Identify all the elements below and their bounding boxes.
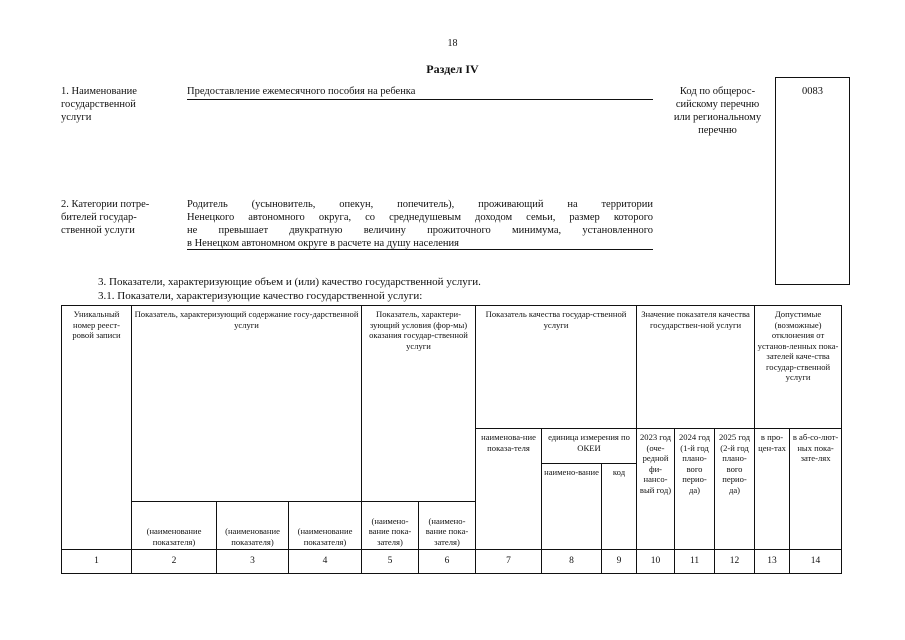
categories-label: 2. Категории потре- бителей государ- ственной услуги: [61, 199, 150, 236]
header-okei-name: наимено-вание: [542, 464, 602, 550]
header-okei-code: код: [602, 464, 637, 550]
section3-title: 3. Показатели, характеризующие объем и (или) качество государственной услуги.: [98, 276, 481, 288]
header-content-sub-2: (наименование показателя): [217, 502, 289, 550]
header-conditions-indicator: Показатель, характери-зующий условия (фор-мы) оказания государ-ственной услуги: [362, 306, 476, 502]
header-conditions-sub-2: (наимено-вание пока-зателя): [419, 502, 476, 550]
column-number: 3: [217, 550, 289, 574]
header-unique-number: Уникальный номер реест-ровой записи: [62, 306, 132, 550]
section31-title: 3.1. Показатели, характеризующие качество государственной услуги:: [98, 290, 423, 302]
column-number: 9: [602, 550, 637, 574]
code-value: 0083: [802, 86, 823, 97]
header-deviation: Допустимые (возможные) отклонения от установ-ленных пока-зателей каче-ства государ-ственной услуги: [755, 306, 842, 429]
header-indicator-value: Значение показателя качества государствен-ной услуги: [637, 306, 755, 429]
column-number: 12: [715, 550, 755, 574]
column-number: 14: [790, 550, 842, 574]
column-number: 11: [675, 550, 715, 574]
column-number: 4: [289, 550, 362, 574]
service-name-value: Предоставление ежемесячного пособия на ребенка: [187, 86, 416, 97]
page-number: 18: [447, 38, 458, 49]
column-number: 6: [419, 550, 476, 574]
header-content-sub-1: (наименование показателя): [132, 502, 217, 550]
quality-indicators-table: [61, 305, 842, 574]
categories-value: Родитель (усыновитель, опекун, попечитель), проживающий на территории Ненецкого автономного округа, со среднедушевым доходом семьи, размер которого не превышает двукратную величину прожиточного минимума, установленного в Ненецком автономном округе в расчете на душу населения: [187, 199, 653, 249]
code-box: [775, 77, 850, 285]
section-title: Раздел IV: [426, 62, 479, 76]
column-number: 7: [476, 550, 542, 574]
header-indicator-name: наименова-ние показа-теля: [476, 429, 542, 550]
header-content-indicator: Показатель, характеризующий содержание госу-дарственной услуги: [132, 306, 362, 502]
column-number: 5: [362, 550, 419, 574]
column-number: 10: [637, 550, 675, 574]
column-number: 2: [132, 550, 217, 574]
code-label: Код по общерос- сийскому перечню или региональному перечню: [673, 86, 762, 136]
service-name-underline: [187, 99, 653, 100]
header-year-2023: 2023 год (оче-редной фи-нансо-вый год): [637, 429, 675, 550]
column-numbers-row: [62, 550, 842, 574]
service-name-label: 1. Наименование государственной услуги: [61, 86, 137, 123]
column-number: 8: [542, 550, 602, 574]
header-okei: единица измерения по ОКЕИ: [542, 429, 637, 464]
header-conditions-sub-1: (наимено-вание пока-зателя): [362, 502, 419, 550]
header-percent: в про-цен-тах: [755, 429, 790, 550]
column-number: 13: [755, 550, 790, 574]
column-number: 1: [62, 550, 132, 574]
header-year-2024: 2024 год (1-й год плано-вого перио-да): [675, 429, 715, 550]
header-absolute: в аб-со-лют-ных пока-зате-лях: [790, 429, 842, 550]
header-year-2025: 2025 год (2-й год плано-вого перио-да): [715, 429, 755, 550]
header-content-sub-3: (наименование показателя): [289, 502, 362, 550]
header-quality-indicator: Показатель качества государ-ственной услуги: [476, 306, 637, 429]
